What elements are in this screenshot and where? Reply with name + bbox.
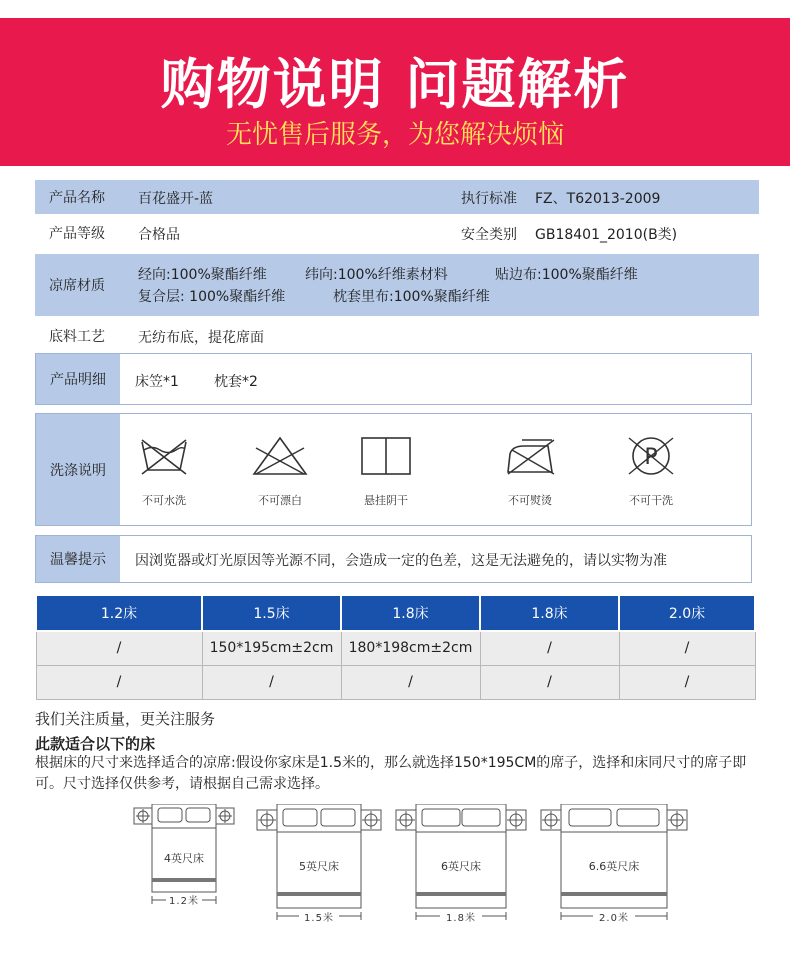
size-table (35, 594, 756, 700)
no-dry-clean-icon (623, 434, 679, 478)
material-warp: 经向:100%聚酯纤维 (138, 267, 267, 283)
material-edge: 贴边布:100%聚酯纤维 (495, 267, 638, 283)
size-cell: / (341, 665, 480, 699)
care-caption: 不可水洗 (142, 494, 186, 507)
care-caption: 不可熨烫 (508, 494, 552, 507)
spec-value-grade: 合格品 (138, 227, 180, 243)
bed-width: 2.0米 (599, 913, 629, 924)
bed-diagram-6ft (394, 804, 528, 928)
spec-row-wash (35, 413, 752, 526)
no-wash-icon (136, 434, 192, 478)
bed-width: 1.5米 (304, 913, 334, 924)
table-row (36, 665, 755, 699)
size-header: 1.8床 (480, 595, 619, 631)
spec-label-grade: 产品等级 (49, 226, 105, 242)
bed-width: 1.2米 (169, 896, 199, 907)
care-item-no-wash (119, 434, 209, 508)
care-caption: 不可干洗 (629, 494, 673, 507)
bed-width: 1.8米 (446, 913, 476, 924)
spec-label-tip: 温馨提示 (36, 536, 120, 582)
spec-label-safety: 安全类别 (461, 227, 517, 243)
size-cell: / (480, 665, 619, 699)
care-item-hang-dry (341, 434, 431, 508)
size-cell: / (480, 631, 619, 665)
size-cell: / (36, 665, 202, 699)
size-header: 1.5床 (202, 595, 341, 631)
care-item-no-dry-clean (606, 434, 696, 508)
no-iron-icon (500, 434, 560, 478)
size-cell: 180*198cm±2cm (341, 631, 480, 665)
bed-label: 6英尺床 (441, 860, 481, 873)
material-weft: 纬向:100%纤维素材料 (305, 267, 448, 283)
spec-value-craft: 无纺布底，提花席面 (138, 330, 264, 346)
spec-row-craft (35, 320, 759, 352)
bed-label: 6.6英尺床 (588, 860, 640, 873)
material-pillow-lining: 枕套里布:100%聚酯纤维 (333, 289, 490, 305)
size-cell: / (619, 631, 755, 665)
size-cell: 150*195cm±2cm (202, 631, 341, 665)
size-cell: / (619, 665, 755, 699)
spec-label-material: 凉席材质 (49, 278, 105, 294)
spec-row-detail (35, 353, 752, 405)
no-bleach-icon (250, 434, 310, 478)
spec-row-name (35, 180, 759, 214)
banner-subtitle: 无忧售后服务，为您解决烦恼 (225, 120, 564, 150)
size-cell: / (36, 631, 202, 665)
size-header: 1.8床 (341, 595, 480, 631)
spec-value-name: 百花盛开-蓝 (138, 191, 214, 207)
bed-label: 5英尺床 (299, 860, 339, 873)
spec-row-tip (35, 535, 752, 583)
spec-label-wash: 洗涤说明 (36, 414, 120, 525)
table-row (36, 631, 755, 665)
hang-dry-icon (358, 434, 414, 478)
bed-label: 4英尺床 (164, 852, 204, 865)
spec-label-standard: 执行标准 (461, 191, 517, 207)
size-header: 2.0床 (619, 595, 755, 631)
care-item-no-bleach (235, 434, 325, 508)
bed-diagram-5ft (255, 804, 383, 928)
svg-text:P: P (644, 445, 658, 470)
spec-value-standard: FZ、T62013-2009 (535, 191, 661, 207)
bed-diagram-66ft (539, 804, 689, 928)
spec-row-material (35, 254, 759, 316)
care-caption: 悬挂阴干 (364, 494, 408, 507)
fit-description: 根据床的尺寸来选择适合的凉席:假设你家床是1.5米的，那么就选择150*195CM的席子，选择和床同尺寸的席子即可。尺寸选择仅供参考，请根据自己需求选择。 (35, 755, 747, 792)
care-caption: 不可漂白 (258, 494, 302, 507)
care-item-no-iron (485, 434, 575, 508)
service-tagline: 我们关注质量，更关注服务 (35, 710, 216, 728)
banner-title: 购物说明 问题解析 (160, 53, 630, 116)
material-composite: 复合层: 100%聚酯纤维 (138, 289, 286, 305)
spec-row-grade (35, 216, 759, 250)
size-header: 1.2床 (36, 595, 202, 631)
tip-text: 因浏览器或灯光原因等光源不同，会造成一定的色差，这是无法避免的，请以实物为准 (135, 553, 667, 569)
spec-label-name: 产品名称 (49, 190, 105, 206)
fit-title: 此款适合以下的床 (35, 735, 156, 753)
spec-value-safety: GB18401_2010(B类) (535, 227, 678, 243)
detail-pillowcase: 枕套*2 (214, 374, 258, 390)
spec-label-detail: 产品明细 (36, 354, 120, 404)
spec-label-craft: 底料工艺 (49, 329, 105, 345)
size-table-header (36, 595, 755, 631)
size-cell: / (202, 665, 341, 699)
bed-diagram-4ft (132, 804, 236, 916)
detail-sheet: 床笠*1 (135, 374, 179, 390)
header-banner (0, 18, 790, 166)
